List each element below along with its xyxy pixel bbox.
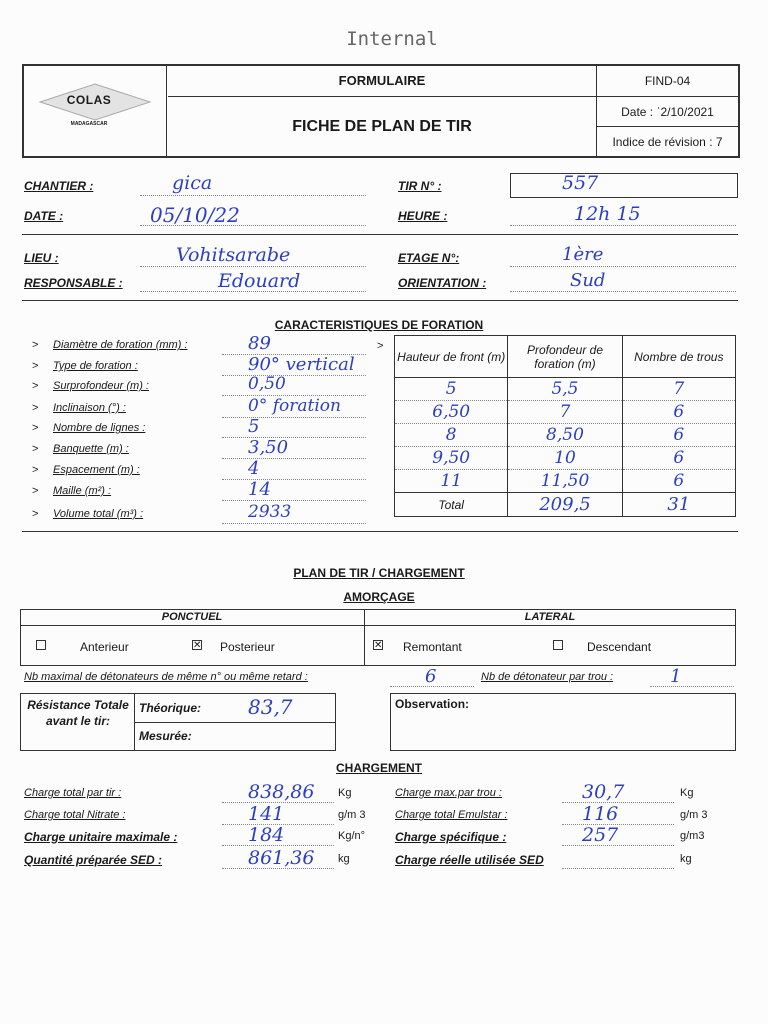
table-cell-value: 11	[440, 471, 462, 491]
lateral-label: LATERAL	[524, 611, 576, 623]
foration-item-value[interactable]: 2933	[248, 502, 292, 522]
foration-item-value[interactable]: 90° vertical	[248, 354, 355, 375]
foration-item-label: Espacement (m) :	[53, 464, 140, 476]
resistance-divider-h	[134, 722, 336, 723]
checkbox-anterieur[interactable]	[36, 640, 46, 650]
foration-item-value[interactable]: 0,50	[248, 374, 286, 394]
chargement-title: CHARGEMENT	[336, 761, 422, 775]
responsable-label: RESPONSABLE :	[24, 276, 123, 290]
foration-item-line	[222, 523, 366, 524]
charge-label: Charge max.par trou :	[395, 787, 502, 799]
lieu-label: LIEU :	[24, 251, 59, 265]
table-cell[interactable]	[395, 424, 508, 447]
foration-item-label: Type de foration :	[53, 360, 138, 372]
charge-value[interactable]: 141	[248, 803, 285, 825]
foration-item-value[interactable]: 0° foration	[248, 396, 341, 416]
table-row	[395, 424, 736, 447]
total-depth[interactable]: 209,5	[508, 493, 622, 517]
charge-value[interactable]: 30,7	[582, 781, 625, 803]
tir-value[interactable]: 557	[562, 172, 599, 194]
divider-1	[22, 234, 738, 235]
charge-unit: Kg	[680, 787, 694, 799]
th-nombre: Nombre de trous	[622, 336, 735, 378]
table-cell-value: 6	[673, 402, 685, 422]
doc-code: FIND-04	[644, 74, 691, 88]
table-cell[interactable]	[622, 470, 735, 493]
table-cell[interactable]	[508, 401, 622, 424]
amorcage-title: AMORÇAGE	[343, 590, 415, 604]
charge-unit: g/m 3	[338, 809, 366, 821]
charge-label: Charge total Emulstar :	[395, 809, 508, 821]
table-row	[395, 401, 736, 424]
charge-label: Quantité préparée SED :	[24, 853, 163, 867]
foration-item-value[interactable]: 4	[248, 458, 260, 479]
total-label: Total	[395, 493, 508, 517]
charge-unit: g/m3	[680, 830, 705, 842]
table-row	[395, 378, 736, 401]
foration-item-line	[222, 417, 366, 418]
table-cell-value: 7	[559, 402, 571, 422]
colas-logo-icon	[30, 80, 160, 140]
table-cell[interactable]	[622, 378, 735, 401]
charge-unit: g/m 3	[680, 809, 708, 821]
table-row	[395, 470, 736, 493]
etage-value[interactable]: 1ère	[562, 244, 604, 265]
chantier-label: CHANTIER :	[24, 179, 94, 193]
charge-label: Charge total par tir :	[24, 787, 122, 799]
amorcage-divider-h	[20, 625, 736, 626]
foration-item-arrow: >	[32, 508, 39, 520]
heure-line	[510, 225, 736, 226]
charge-value[interactable]: 257	[582, 824, 619, 846]
table-cell-value: 6	[673, 448, 685, 468]
foration-item-value[interactable]: 3,50	[248, 437, 289, 458]
resistance-label: Résistance Totale avant le tir:	[27, 698, 129, 728]
nb-par-trou-label: Nb de détonateur par trou :	[481, 671, 614, 683]
charge-line	[562, 868, 674, 869]
logo-text: COLAS	[66, 93, 112, 107]
ponctuel-label: PONCTUEL	[161, 611, 223, 623]
table-cell-value: 6	[673, 471, 685, 491]
table-cell[interactable]	[395, 447, 508, 470]
th-hauteur: Hauteur de front (m)	[395, 336, 508, 378]
nb-par-trou-value[interactable]: 1	[670, 666, 682, 687]
table-row	[395, 447, 736, 470]
charge-unit: Kg	[338, 787, 352, 799]
table-cell[interactable]	[508, 378, 622, 401]
foration-title: CARACTERISTIQUES DE FORATION	[274, 318, 484, 332]
option-anterieur: Anterieur	[80, 640, 129, 654]
charge-label: Charge réelle utilisée SED	[395, 853, 544, 867]
foration-item-line	[222, 437, 366, 438]
table-cell[interactable]	[395, 401, 508, 424]
option-posterieur: Posterieur	[220, 640, 275, 654]
form-title: FICHE DE PLAN DE TIR	[292, 118, 472, 135]
foration-item-arrow: >	[32, 485, 39, 497]
charge-unit: Kg/n°	[338, 830, 366, 842]
plan-title: PLAN DE TIR / CHARGEMENT	[293, 566, 465, 580]
foration-item-arrow: >	[32, 443, 39, 455]
tir-value-box[interactable]	[510, 173, 738, 198]
foration-item-label: Maille (m²) :	[53, 485, 112, 497]
table-cell[interactable]	[508, 447, 622, 470]
foration-item-label: Volume total (m³) :	[53, 508, 144, 520]
charge-value[interactable]: 184	[248, 824, 285, 846]
charge-value[interactable]: 861,36	[248, 847, 315, 869]
charge-label: Charge unitaire maximale :	[24, 830, 178, 844]
heure-value[interactable]: 12h 15	[574, 203, 641, 225]
table-cell-value: 11,50	[540, 471, 590, 491]
lieu-line	[140, 266, 366, 267]
table-cell-value: 8,50	[546, 425, 584, 445]
logo-cell	[24, 66, 167, 156]
mesuree-label: Mesurée:	[139, 729, 192, 743]
table-cell-value: 6,50	[432, 402, 471, 422]
foration-item-label: Banquette (m) :	[53, 443, 129, 455]
table-cell[interactable]	[508, 424, 622, 447]
nb-max-value[interactable]: 6	[425, 666, 437, 687]
checkbox-descendant[interactable]	[553, 640, 563, 650]
tir-label: TIR N° :	[398, 179, 442, 193]
foration-item-arrow: >	[32, 402, 39, 414]
chantier-line	[140, 195, 366, 196]
responsable-value[interactable]: Edouard	[218, 270, 301, 292]
foration-item-value[interactable]: 89	[248, 333, 271, 354]
orientation-line	[510, 291, 736, 292]
classification-label: Internal	[346, 28, 438, 50]
foration-item-line	[222, 458, 366, 459]
title-cell-border	[168, 96, 597, 156]
date-label: DATE :	[24, 209, 64, 223]
table-cell[interactable]	[622, 401, 735, 424]
table-cell[interactable]	[395, 470, 508, 493]
charge-label: Charge spécifique :	[395, 830, 507, 844]
orientation-value[interactable]: Sud	[570, 270, 606, 291]
total-holes[interactable]: 31	[622, 493, 735, 517]
table-cell-value: 9,50	[432, 448, 471, 468]
logo-subtext: MADAGASCAR	[70, 121, 108, 127]
foration-item-value[interactable]: 14	[248, 479, 271, 500]
table-cell-value: 6	[673, 425, 685, 445]
charge-label: Charge total Nitrate :	[24, 809, 126, 821]
foration-item-label: Nombre de lignes :	[53, 422, 146, 434]
table-cell-value: 8	[445, 425, 457, 445]
etage-label: ETAGE N°:	[398, 251, 460, 265]
table-cell[interactable]	[508, 470, 622, 493]
foration-item-label: Diamètre de foration (mm) :	[53, 339, 188, 351]
table-cell-value: 10	[554, 448, 576, 468]
heure-label: HEURE :	[398, 209, 448, 223]
table-cell[interactable]	[622, 424, 735, 447]
table-cell[interactable]	[622, 447, 735, 470]
orientation-label: ORIENTATION :	[398, 276, 487, 290]
foration-item-line	[222, 479, 366, 480]
foration-item-arrow: >	[32, 422, 39, 434]
form-label: FORMULAIRE	[338, 73, 426, 88]
theorique-value[interactable]: 83,7	[248, 695, 293, 719]
option-descendant: Descendant	[587, 640, 652, 654]
table-cell-value: 5	[445, 379, 457, 399]
foration-item-label: Surprofondeur (m) :	[53, 380, 149, 392]
table-cell[interactable]	[395, 378, 508, 401]
charge-unit: kg	[680, 853, 692, 865]
checkbox-posterieur[interactable]: ✕	[193, 640, 202, 651]
option-remontant: Remontant	[403, 640, 462, 654]
foration-table	[394, 335, 736, 517]
divider-2	[22, 300, 738, 301]
lieu-value[interactable]: Vohitsarabe	[176, 244, 291, 266]
observation-label: Observation:	[395, 697, 470, 711]
table-cell-value: 5,5	[551, 379, 579, 399]
charge-value[interactable]: 116	[582, 803, 619, 825]
foration-item-arrow: >	[32, 339, 39, 351]
theorique-label: Théorique:	[139, 701, 201, 715]
foration-item-arrow: >	[32, 464, 39, 476]
checkbox-remontant[interactable]: ✕	[374, 640, 383, 651]
nb-max-label: Nb maximal de détonateurs de même n° ou même retard :	[24, 671, 308, 683]
charge-unit: kg	[338, 853, 350, 865]
foration-item-arrow: >	[32, 360, 39, 372]
foration-item-arrow: >	[32, 380, 39, 392]
foration-item-line	[222, 375, 366, 376]
foration-item-value[interactable]: 5	[248, 416, 260, 437]
charge-value[interactable]: 838,86	[248, 781, 315, 803]
divider-3	[22, 531, 738, 532]
th-profondeur: Profondeur de foration (m)	[508, 336, 622, 378]
foration-item-line	[222, 500, 366, 501]
revision-index: Indice de révision : 7	[612, 135, 723, 149]
chantier-value[interactable]: gica	[172, 172, 213, 194]
doc-date: Date : ˈ2/10/2021	[621, 105, 714, 119]
date-value[interactable]: 05/10/22	[150, 203, 240, 227]
nb-par-trou-line	[650, 686, 734, 687]
foration-item-label: Inclinaison (°) :	[53, 402, 126, 414]
table-arrow: >	[377, 340, 384, 352]
table-cell-value: 7	[673, 379, 685, 399]
etage-line	[510, 266, 736, 267]
